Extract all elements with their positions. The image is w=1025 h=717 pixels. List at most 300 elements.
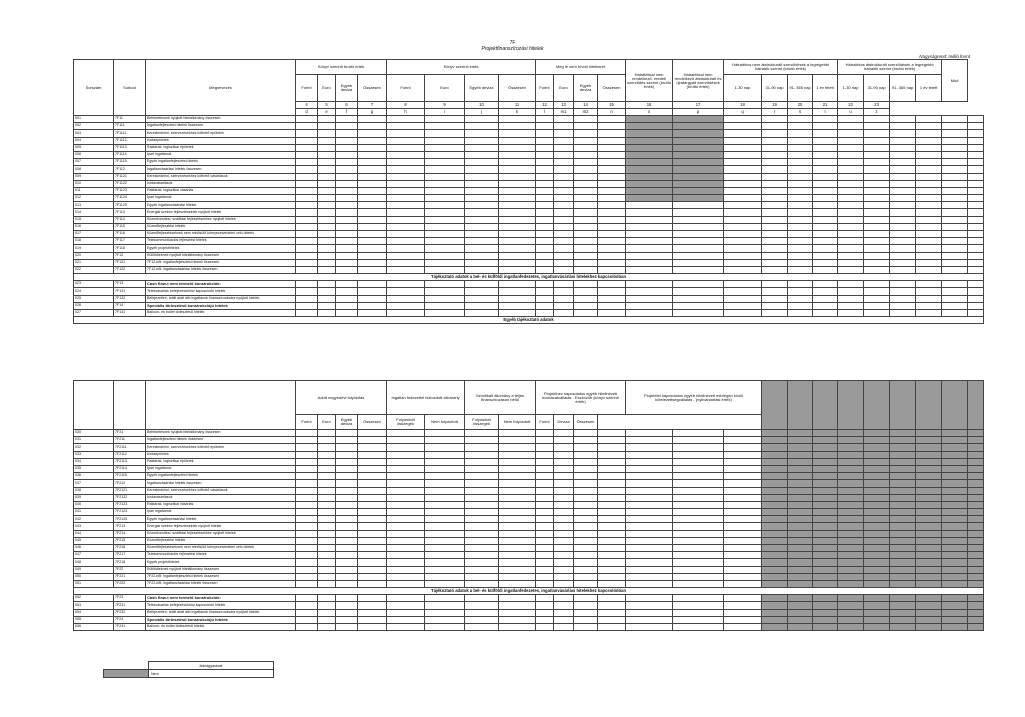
data-cell [336, 173, 358, 180]
data-cell [813, 295, 838, 302]
data-cell [942, 516, 968, 523]
data-cell [813, 494, 838, 501]
row-label: Raktárak, logisztikai vásárlás [146, 187, 296, 194]
data-cell [890, 159, 916, 166]
data-cell [296, 223, 318, 230]
data-cell [574, 487, 598, 494]
data-cell [465, 451, 499, 458]
data-cell [499, 123, 536, 130]
data-cell [968, 465, 984, 472]
row-label: Közműfejlesztési hitelek [146, 223, 296, 230]
data-cell [554, 552, 574, 559]
row-label: Irodaépületek [146, 451, 296, 458]
table-row [74, 430, 984, 437]
data-cell [968, 609, 984, 616]
data-cell [890, 223, 916, 230]
data-cell [724, 231, 762, 238]
hdr-mid-g5: Projekttel kapcsolatos egyéb hitelinézeti mérlegen kívüli kötelezettségvállalás - (nyilvántartási érték) [626, 381, 762, 415]
row-number: 005 [74, 144, 114, 151]
data-cell [499, 473, 536, 480]
data-cell [296, 252, 318, 259]
data-cell [762, 516, 788, 523]
data-cell [838, 580, 864, 587]
hdr-osszesen: Összesen [499, 75, 536, 102]
data-cell [838, 209, 864, 216]
data-cell [626, 231, 673, 238]
data-cell [598, 451, 626, 458]
row-label: 7F12-ből: ingatlanfejlesztési hitelek összesen [146, 259, 296, 266]
data-cell [574, 302, 598, 309]
data-cell [890, 231, 916, 238]
data-cell [916, 501, 942, 508]
table-row [74, 530, 984, 537]
data-cell [762, 552, 788, 559]
data-cell [387, 595, 425, 602]
data-cell [554, 602, 574, 609]
data-cell [554, 238, 574, 245]
data-cell [788, 209, 813, 216]
data-cell [838, 444, 864, 451]
data-cell [425, 266, 465, 273]
data-cell [465, 580, 499, 587]
data-cell [598, 195, 626, 202]
data-cell [598, 552, 626, 559]
data-cell [598, 480, 626, 487]
data-cell [465, 245, 499, 252]
row-code: 7F222 [114, 580, 146, 587]
data-cell [890, 602, 916, 609]
data-cell [942, 209, 968, 216]
data-cell [788, 245, 813, 252]
data-cell [838, 281, 864, 288]
data-cell [387, 130, 425, 137]
row-label: Balloon- és bullet törlesztésű hitelek [146, 623, 296, 630]
data-cell [318, 245, 336, 252]
data-cell [626, 137, 673, 144]
data-cell [387, 173, 425, 180]
data-cell [813, 530, 838, 537]
row-number: 016 [74, 223, 114, 230]
table-row [74, 465, 984, 472]
data-cell [838, 173, 864, 180]
row-label: Közművesítési, szállítási fejlesztésekhez nyújtott hitelek [146, 216, 296, 223]
data-cell [838, 151, 864, 158]
data-cell [968, 116, 984, 123]
data-cell [387, 137, 425, 144]
data-cell [942, 537, 968, 544]
data-cell [968, 530, 984, 537]
data-cell [864, 616, 890, 623]
data-cell [336, 302, 358, 309]
data-cell [724, 559, 762, 566]
row-code: 7F115 [114, 223, 146, 230]
data-cell [598, 623, 626, 630]
data-cell [318, 509, 336, 516]
data-cell [864, 623, 890, 630]
data-cell [838, 552, 864, 559]
table-row [74, 302, 984, 309]
hdr-forint: Forint [387, 75, 425, 102]
row-code: 7F2115 [114, 473, 146, 480]
data-cell [318, 437, 336, 444]
data-cell [296, 523, 318, 530]
data-cell [864, 288, 890, 295]
hdr-col13: Hátralékkal nem rendelkező, eredeti szerződés szerint (bruttó érték) [626, 60, 673, 102]
data-cell [864, 151, 890, 158]
data-cell [336, 187, 358, 194]
data-cell [813, 195, 838, 202]
hdr-number: 22 [838, 102, 864, 109]
data-cell [788, 480, 813, 487]
data-cell [626, 509, 673, 516]
data-cell [425, 444, 465, 451]
table-row [74, 195, 984, 202]
table-row [74, 187, 984, 194]
data-cell [425, 602, 465, 609]
data-cell [813, 609, 838, 616]
row-code: 7F215 [114, 537, 146, 544]
data-cell [942, 266, 968, 273]
data-cell [574, 266, 598, 273]
data-cell [554, 487, 574, 494]
data-cell [465, 573, 499, 580]
data-cell [598, 444, 626, 451]
data-cell [358, 609, 387, 616]
data-cell [813, 166, 838, 173]
data-cell [864, 245, 890, 252]
row-label: Egyéb ingatlanfejlesztési hitelek [146, 159, 296, 166]
data-cell [499, 523, 536, 530]
data-cell [626, 209, 673, 216]
data-cell [788, 252, 813, 259]
data-cell [296, 309, 318, 316]
data-cell [574, 559, 598, 566]
hdr-nf: Nem folyósított [425, 415, 465, 430]
data-cell [916, 238, 942, 245]
hdr-letter: p [673, 109, 724, 116]
data-cell [942, 123, 968, 130]
data-cell [916, 623, 942, 630]
data-cell [598, 252, 626, 259]
data-cell [968, 195, 984, 202]
data-cell [358, 580, 387, 587]
data-cell [598, 473, 626, 480]
data-cell [574, 595, 598, 602]
data-cell [813, 487, 838, 494]
data-cell [916, 180, 942, 187]
row-label: Ipari ingatlanok [146, 509, 296, 516]
data-cell [838, 259, 864, 266]
data-cell [554, 166, 574, 173]
data-cell [724, 195, 762, 202]
row-code: 7F231 [114, 602, 146, 609]
data-cell [788, 523, 813, 530]
shaded-cell [838, 381, 864, 430]
data-cell [916, 545, 942, 552]
data-cell [968, 473, 984, 480]
data-cell [890, 487, 916, 494]
report-code: 7F [509, 40, 516, 46]
data-cell [296, 609, 318, 616]
data-cell [425, 223, 465, 230]
row-code: 7F218 [114, 559, 146, 566]
row-label: Ipari ingatlanok [146, 465, 296, 472]
data-cell [598, 281, 626, 288]
data-cell [554, 281, 574, 288]
data-cell [673, 166, 724, 173]
data-cell [942, 231, 968, 238]
data-cell [358, 602, 387, 609]
data-cell [425, 245, 465, 252]
data-cell [916, 552, 942, 559]
table-row [74, 159, 984, 166]
data-cell [536, 509, 554, 516]
data-cell [864, 309, 890, 316]
data-cell [387, 623, 425, 630]
data-cell [673, 566, 724, 573]
data-cell [465, 166, 499, 173]
data-cell [425, 458, 465, 465]
data-cell [296, 465, 318, 472]
data-cell [626, 602, 673, 609]
data-cell [813, 302, 838, 309]
data-cell [838, 266, 864, 273]
data-cell [968, 281, 984, 288]
data-cell [574, 473, 598, 480]
table-row [74, 487, 984, 494]
data-cell [838, 430, 864, 437]
data-cell [724, 281, 762, 288]
data-cell [864, 566, 890, 573]
row-label: Telekvásárlás befejezésükhöz kapcsolódó hitelek [146, 288, 296, 295]
hdr-col14: Hátralékkal nem rendelkező átstrukturált és újratárgyalt szerződések (bruttó érték) [673, 60, 724, 102]
data-cell [968, 501, 984, 508]
data-cell [358, 123, 387, 130]
hdr-group5: Hátralékos nem átstrukturált szerződések a legrégebbi hátralék szerint (bruttó érték) [724, 60, 838, 75]
shaded-cell [788, 381, 813, 430]
data-cell [554, 116, 574, 123]
data-cell [890, 288, 916, 295]
data-cell [318, 523, 336, 530]
data-cell [336, 137, 358, 144]
unit-label: Nagyságrend: millió forint [919, 54, 970, 59]
hdr-number: 12 [536, 102, 554, 109]
data-cell [318, 166, 336, 173]
data-cell [673, 144, 724, 151]
data-cell [574, 523, 598, 530]
data-cell [554, 509, 574, 516]
data-cell [536, 202, 554, 209]
data-cell [554, 458, 574, 465]
hdr-euro: Euro [318, 415, 336, 430]
data-cell [762, 609, 788, 616]
data-cell [296, 116, 318, 123]
data-cell [499, 209, 536, 216]
data-cell [916, 537, 942, 544]
data-cell [724, 566, 762, 573]
data-cell [724, 501, 762, 508]
data-cell [598, 616, 626, 623]
data-cell [318, 473, 336, 480]
data-cell [968, 552, 984, 559]
data-cell [788, 609, 813, 616]
data-cell [387, 566, 425, 573]
data-cell [762, 302, 788, 309]
data-cell [336, 623, 358, 630]
data-cell [626, 259, 673, 266]
data-cell [864, 187, 890, 194]
table-row [74, 202, 984, 209]
data-cell [762, 437, 788, 444]
data-cell [864, 216, 890, 223]
data-cell [554, 137, 574, 144]
data-cell [762, 281, 788, 288]
data-cell [499, 465, 536, 472]
table-row [74, 216, 984, 223]
data-cell [890, 573, 916, 580]
data-cell [864, 238, 890, 245]
data-cell [465, 288, 499, 295]
data-cell [762, 238, 788, 245]
table-row [74, 501, 984, 508]
data-cell [916, 144, 942, 151]
data-cell [724, 223, 762, 230]
legend-title: Jelmagyarázat: [149, 662, 274, 670]
data-cell [387, 216, 425, 223]
data-cell [673, 159, 724, 166]
band-info-2: Tájékoztató adatok a bel- és külföldi ingatlanfedezetes, ingatlanvásárlási hitelekhez kapcsolódóan [74, 588, 984, 595]
data-cell [890, 501, 916, 508]
data-cell [465, 530, 499, 537]
hdr-number: 15 [598, 102, 626, 109]
data-cell [890, 209, 916, 216]
data-cell [890, 609, 916, 616]
data-cell [788, 187, 813, 194]
data-cell [626, 530, 673, 537]
row-code: 7F113 [114, 209, 146, 216]
data-cell [942, 559, 968, 566]
data-cell [358, 295, 387, 302]
row-label: Telekommunikációs fejlesztési hitelek [146, 238, 296, 245]
data-cell [890, 545, 916, 552]
data-cell [916, 266, 942, 273]
row-number: 010 [74, 180, 114, 187]
data-cell [336, 487, 358, 494]
data-cell [968, 595, 984, 602]
data-cell [673, 559, 724, 566]
data-cell [296, 180, 318, 187]
data-cell [358, 266, 387, 273]
data-cell [387, 144, 425, 151]
data-cell [838, 159, 864, 166]
data-cell [762, 494, 788, 501]
data-cell [358, 245, 387, 252]
table-row [74, 266, 984, 273]
row-code: 7F2111 [114, 444, 146, 451]
row-number: 020 [74, 252, 114, 259]
legend-swatch [104, 670, 149, 678]
hdr-number: 14 [574, 102, 598, 109]
data-cell [499, 216, 536, 223]
hdr-osszesen: Összesen [358, 415, 387, 430]
data-cell [762, 259, 788, 266]
row-number: 048 [74, 559, 114, 566]
hdr-egyeb: Egyéb deviza [574, 75, 598, 102]
data-cell [813, 159, 838, 166]
data-cell [499, 238, 536, 245]
hdr-number: 5 [318, 102, 336, 109]
data-cell [673, 602, 724, 609]
data-cell [499, 166, 536, 173]
row-label: Ingatlanvásárlási hitelek összesen [146, 480, 296, 487]
data-cell [724, 523, 762, 530]
data-cell [318, 430, 336, 437]
data-cell [864, 537, 890, 544]
data-cell [788, 159, 813, 166]
data-cell [499, 516, 536, 523]
data-cell [788, 566, 813, 573]
data-cell [626, 501, 673, 508]
data-cell [554, 523, 574, 530]
hdr-number: 23 [864, 102, 890, 109]
data-cell [336, 523, 358, 530]
data-cell [336, 259, 358, 266]
data-cell [499, 580, 536, 587]
data-cell [838, 566, 864, 573]
data-cell [574, 166, 598, 173]
data-cell [864, 437, 890, 444]
data-cell [673, 130, 724, 137]
data-cell [318, 137, 336, 144]
data-cell [318, 151, 336, 158]
band-info-1: Tájékoztató adatok a bel- és külföldi ingatlanfedezetes, ingatlanvásárlási hitelekhez kapcsolódóan [74, 274, 984, 281]
data-cell [942, 437, 968, 444]
data-cell [942, 609, 968, 616]
data-cell [387, 437, 425, 444]
data-cell [499, 509, 536, 516]
data-cell [942, 487, 968, 494]
data-cell [536, 623, 554, 630]
row-number: 001 [74, 116, 114, 123]
data-cell [838, 465, 864, 472]
data-cell [788, 281, 813, 288]
data-cell [762, 465, 788, 472]
data-cell [336, 545, 358, 552]
data-cell [968, 259, 984, 266]
data-cell [942, 202, 968, 209]
hdr-number: 6 [336, 102, 358, 109]
shaded-cell [916, 381, 942, 430]
data-cell [762, 487, 788, 494]
hdr-fo: Folyósított összegek [387, 415, 425, 430]
row-code: 7F2125 [114, 516, 146, 523]
hdr-euro: Euro [554, 75, 574, 102]
hdr-d3: 91- 365 nap [788, 75, 813, 102]
data-cell [724, 444, 762, 451]
data-cell [968, 309, 984, 316]
data-cell [813, 116, 838, 123]
data-cell [890, 245, 916, 252]
row-label: Egyéb projekthitelek [146, 245, 296, 252]
data-cell [626, 166, 673, 173]
band-other-info: Egyéb tájékoztató adatok [74, 317, 984, 324]
data-cell [673, 266, 724, 273]
data-cell [813, 259, 838, 266]
data-cell [724, 458, 762, 465]
data-cell [626, 238, 673, 245]
cell [74, 381, 114, 430]
data-cell [574, 281, 598, 288]
